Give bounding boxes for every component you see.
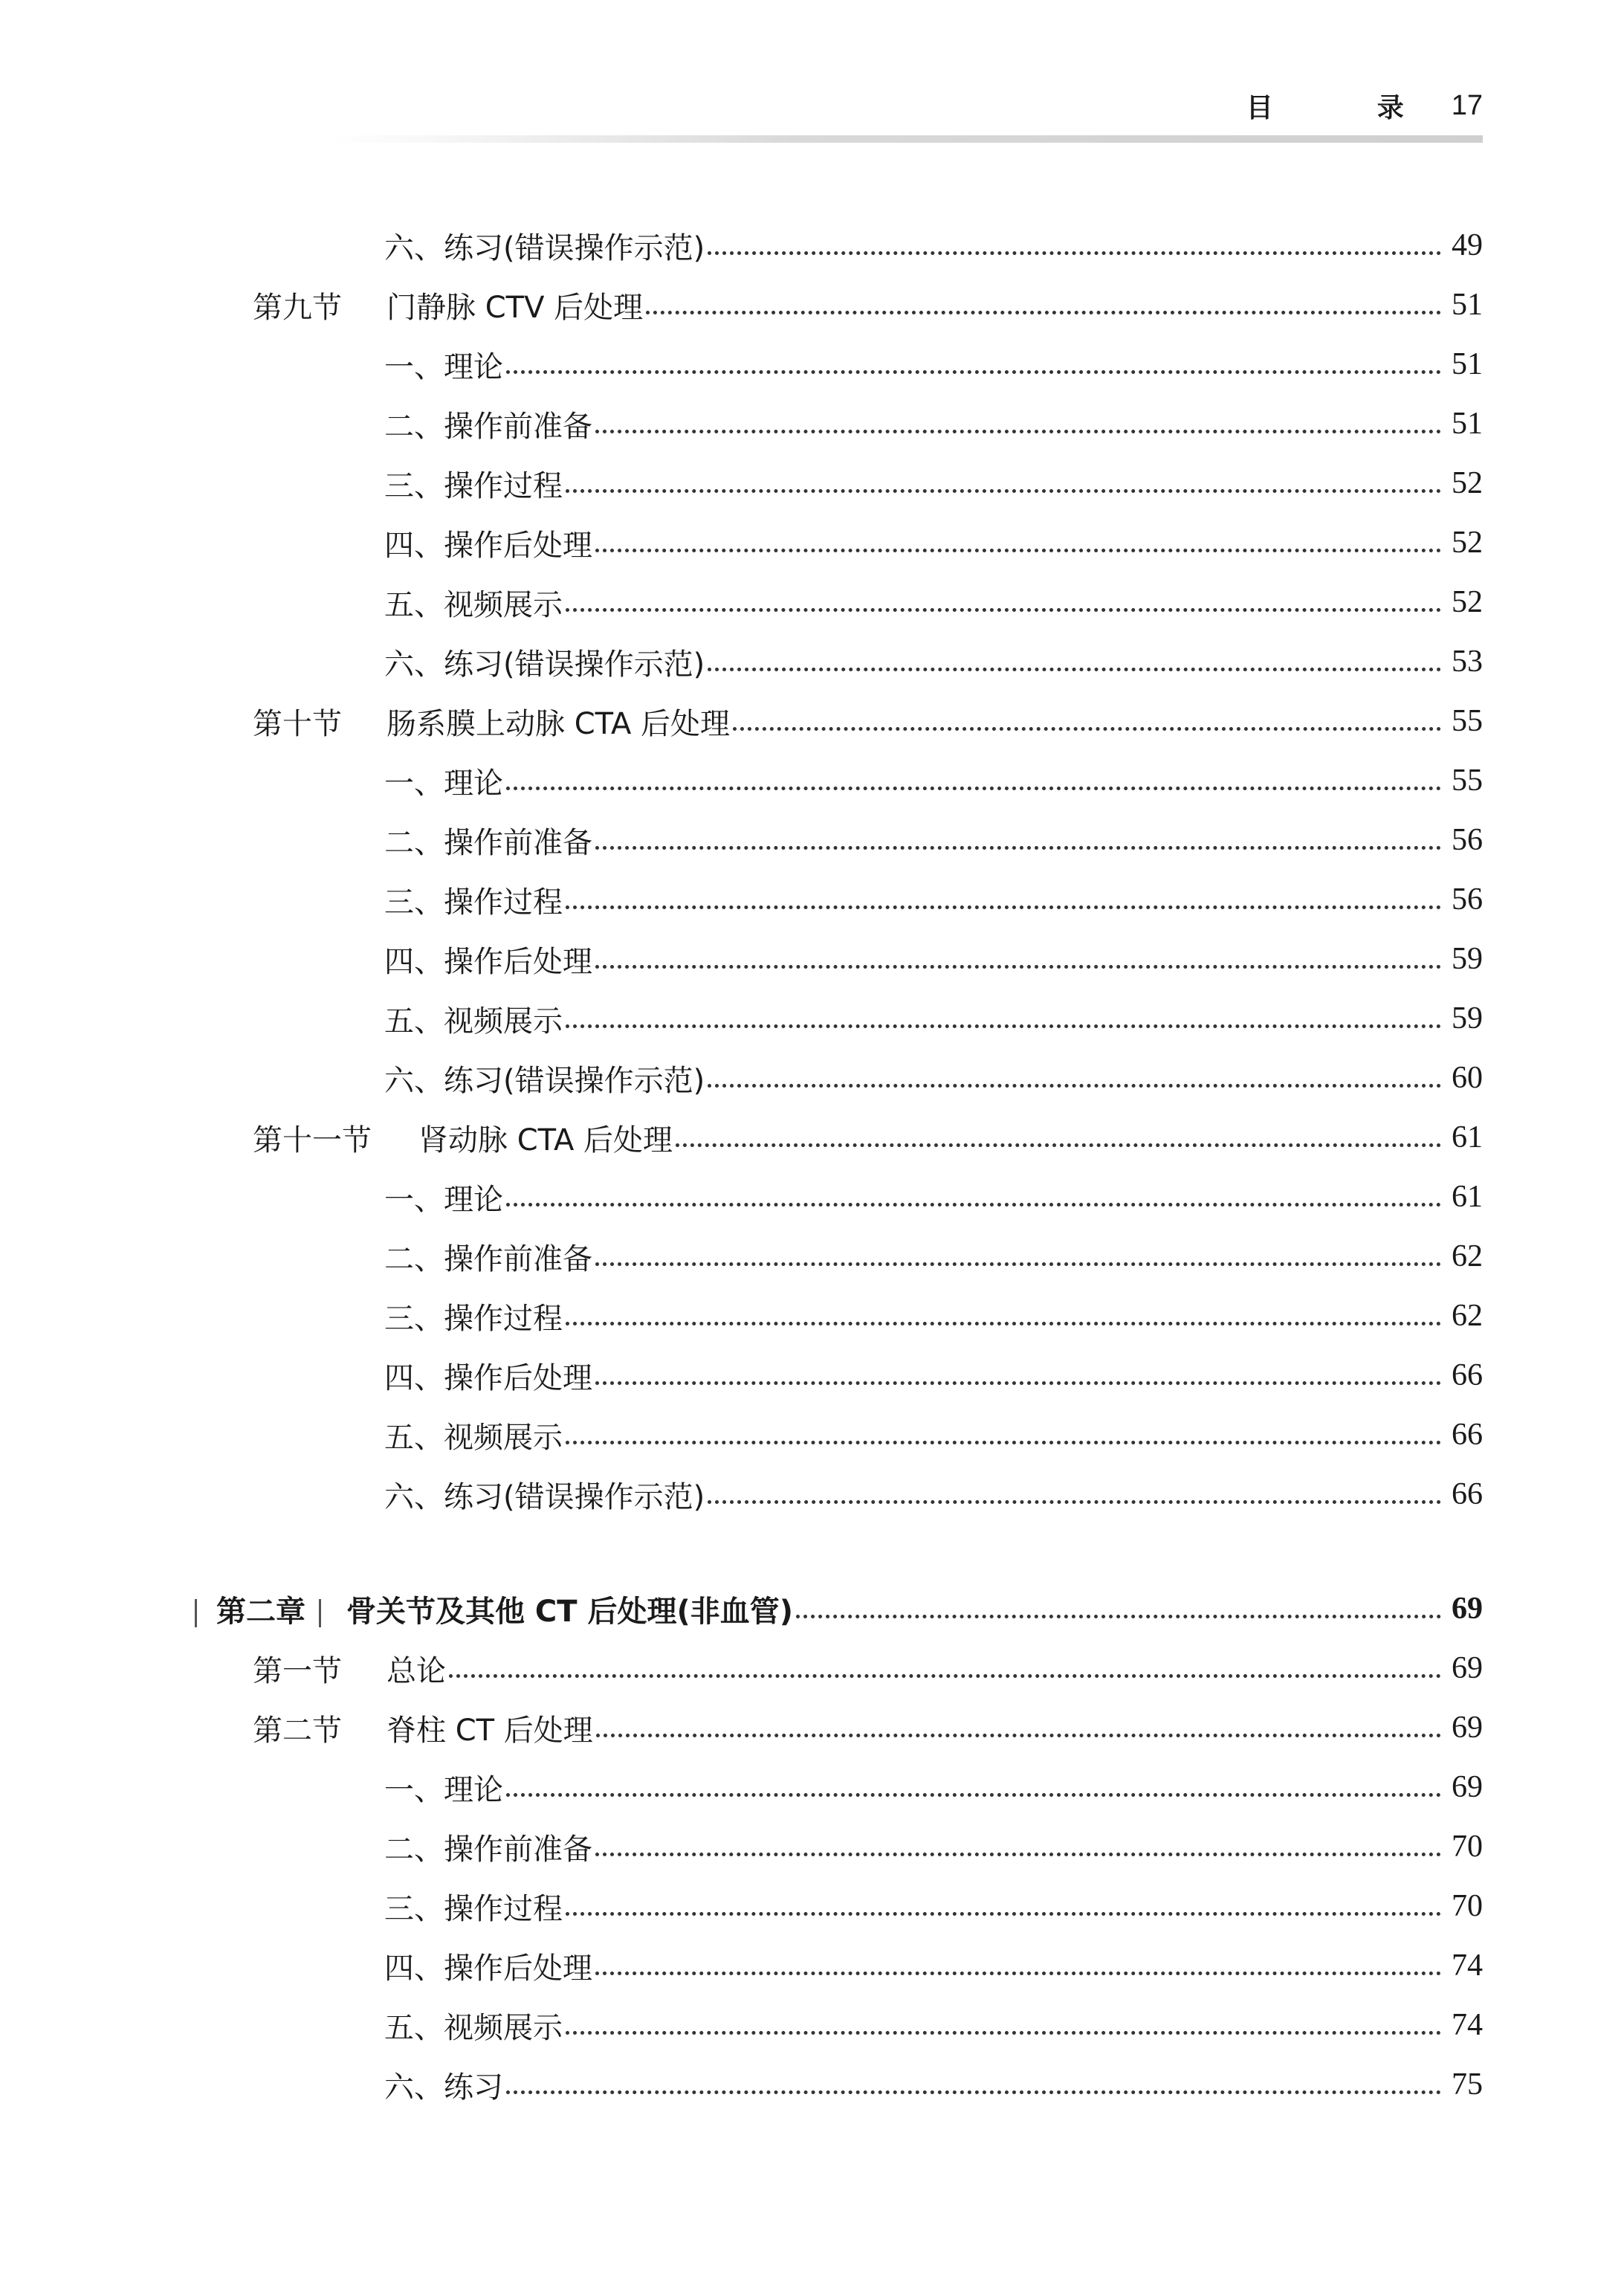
dot-leader — [596, 1734, 1441, 1737]
toc-item-label: 四、操作后处理 — [384, 1951, 592, 1986]
dot-leader — [506, 787, 1441, 790]
dot-leader — [566, 1322, 1441, 1325]
toc-item-label: 四、操作后处理 — [384, 528, 592, 563]
toc-item-label: 五、视频展示 — [384, 587, 563, 622]
toc-page-number: 52 — [1452, 585, 1483, 619]
toc-page-number: 60 — [1452, 1061, 1483, 1095]
toc-item[interactable] — [0, 1412, 1483, 1457]
dot-leader — [796, 1615, 1441, 1618]
toc-item-label: 二、操作前准备 — [384, 409, 592, 444]
toc-item-label: 一、理论 — [384, 766, 503, 801]
toc-item-label: 六、练习(错误操作示范) — [384, 1479, 705, 1514]
toc-item-label: 二、操作前准备 — [384, 825, 592, 860]
toc-page-number: 70 — [1452, 1830, 1483, 1864]
toc-item-label: 三、操作过程 — [384, 1891, 563, 1926]
toc-section[interactable] — [0, 1646, 1483, 1691]
toc-page-number: 55 — [1452, 763, 1483, 798]
toc-page-number: 51 — [1452, 288, 1483, 322]
toc-page-number: 74 — [1452, 2008, 1483, 2042]
toc-page-number: 56 — [1452, 823, 1483, 857]
toc-item[interactable] — [0, 1472, 1483, 1517]
dot-leader — [566, 2031, 1441, 2035]
toc-section-heading — [253, 1117, 673, 1159]
toc-item[interactable] — [0, 1234, 1483, 1279]
toc-item[interactable] — [0, 223, 1483, 268]
toc-page-number: 52 — [1452, 526, 1483, 560]
toc-item-label: 五、视频展示 — [384, 2010, 563, 2045]
toc-item[interactable] — [0, 996, 1483, 1041]
toc-item-label: 六、练习(错误操作示范) — [384, 1063, 705, 1098]
toc-page-number: 49 — [1452, 228, 1483, 262]
toc-chapter-heading — [195, 1588, 793, 1630]
dot-leader — [506, 370, 1441, 374]
dot-leader — [595, 549, 1441, 552]
dot-leader — [733, 727, 1441, 731]
toc-page-number: 66 — [1452, 1418, 1483, 1452]
dot-leader — [595, 1262, 1441, 1266]
dot-leader — [708, 1084, 1441, 1088]
toc-item[interactable] — [0, 580, 1483, 624]
toc-section-heading — [253, 1647, 446, 1690]
toc-section-heading — [253, 700, 730, 743]
toc-page-number: 75 — [1452, 2067, 1483, 2102]
dot-leader — [566, 905, 1441, 909]
toc-page-number: 59 — [1452, 942, 1483, 976]
section-number: 第一节 — [253, 1653, 342, 1688]
toc-item-label: 三、操作过程 — [384, 1301, 563, 1336]
toc-page-number: 69 — [1452, 1770, 1483, 1804]
section-title: 肾动脉 CTA 后处理 — [418, 1123, 673, 1157]
dot-leader — [595, 1381, 1441, 1385]
section-number: 第十一节 — [253, 1123, 372, 1157]
toc-item[interactable] — [0, 1294, 1483, 1338]
dot-leader — [595, 1972, 1441, 1975]
toc-item[interactable] — [0, 937, 1483, 981]
toc-item[interactable] — [0, 877, 1483, 922]
toc-page-number: 69 — [1452, 1711, 1483, 1745]
toc-page-number: 61 — [1452, 1180, 1483, 1214]
toc-item-label: 三、操作过程 — [384, 468, 563, 503]
running-head-page-number: 17 — [1451, 89, 1483, 121]
section-title: 门静脉 CTV 后处理 — [386, 290, 644, 325]
toc-item[interactable] — [0, 2062, 1483, 2107]
dot-leader — [506, 2090, 1441, 2094]
toc-section-heading — [253, 284, 643, 326]
toc-section[interactable] — [0, 282, 1483, 327]
toc-item[interactable] — [0, 342, 1483, 387]
toc-item[interactable] — [0, 401, 1483, 446]
toc-page-number: 62 — [1452, 1299, 1483, 1333]
section-title: 脊柱 CT 后处理 — [386, 1713, 593, 1748]
section-title: 肠系膜上动脉 CTA 后处理 — [386, 706, 731, 741]
toc-page-number: 59 — [1452, 1001, 1483, 1036]
toc-page-number: 62 — [1452, 1239, 1483, 1273]
dot-leader — [708, 668, 1441, 671]
chapter-number: 第二章 — [216, 1594, 305, 1629]
toc-page-number: 51 — [1452, 347, 1483, 381]
toc-page-number: 51 — [1452, 407, 1483, 441]
toc-item[interactable] — [0, 1765, 1483, 1809]
toc-page-number: 61 — [1452, 1120, 1483, 1155]
toc-section[interactable] — [0, 699, 1483, 743]
dot-leader — [708, 1500, 1441, 1504]
toc-item[interactable] — [0, 639, 1483, 684]
section-number: 第二节 — [253, 1713, 342, 1748]
toc-item[interactable] — [0, 1056, 1483, 1100]
dot-leader — [595, 846, 1441, 850]
toc-page-number: 55 — [1452, 704, 1483, 738]
dot-leader — [566, 489, 1441, 493]
toc-section-heading — [253, 1707, 593, 1749]
toc-item-label: 五、视频展示 — [384, 1420, 563, 1455]
toc-page-number: 66 — [1452, 1477, 1483, 1511]
toc-page-number: 74 — [1452, 1948, 1483, 1983]
toc-page-number: 66 — [1452, 1358, 1483, 1392]
dot-leader — [566, 1441, 1441, 1444]
dot-leader — [646, 311, 1441, 314]
toc-item-label: 三、操作过程 — [384, 885, 563, 920]
toc-page-number: 52 — [1452, 466, 1483, 500]
chapter-title: 骨关节及其他 CT 后处理(非血管) — [346, 1594, 794, 1629]
toc-item-label: 六、练习(错误操作示范) — [384, 230, 705, 265]
toc-item-label: 一、理论 — [384, 1182, 503, 1217]
toc-item[interactable] — [0, 461, 1483, 506]
toc-item-label: 四、操作后处理 — [384, 1360, 592, 1395]
toc-page-number: 69 — [1452, 1651, 1483, 1685]
toc-item-label: 一、理论 — [384, 1772, 503, 1807]
toc-item-label: 二、操作前准备 — [384, 1832, 592, 1867]
toc-section[interactable] — [0, 1115, 1483, 1160]
toc-page-number: 69 — [1452, 1592, 1483, 1626]
dot-leader — [595, 430, 1441, 433]
dot-leader — [506, 1793, 1441, 1797]
running-head-title: 目 录 — [1246, 92, 1443, 123]
dot-leader — [676, 1143, 1441, 1147]
toc-item-label: 四、操作后处理 — [384, 944, 592, 979]
dot-leader — [595, 965, 1441, 969]
toc-item-label: 六、练习 — [384, 2070, 503, 2105]
dot-leader — [566, 1912, 1441, 1916]
toc-item-label: 一、理论 — [384, 349, 503, 384]
section-title: 总论 — [386, 1653, 446, 1688]
toc-page-number: 56 — [1452, 882, 1483, 917]
toc-page-number: 70 — [1452, 1889, 1483, 1923]
dot-leader — [506, 1203, 1441, 1207]
toc-item[interactable] — [0, 1884, 1483, 1928]
toc-item[interactable] — [0, 520, 1483, 565]
toc-page-number: 53 — [1452, 645, 1483, 679]
toc-item[interactable] — [0, 1175, 1483, 1219]
toc-item-label: 二、操作前准备 — [384, 1241, 592, 1276]
dot-leader — [449, 1674, 1441, 1678]
toc-section[interactable] — [0, 1705, 1483, 1750]
toc-item[interactable] — [0, 818, 1483, 862]
section-number: 第九节 — [253, 290, 342, 325]
toc-chapter[interactable] — [0, 1586, 1483, 1631]
dot-leader — [566, 608, 1441, 612]
toc-item[interactable] — [0, 1824, 1483, 1869]
toc-item-label: 五、视频展示 — [384, 1004, 563, 1039]
toc-item[interactable] — [0, 758, 1483, 803]
toc-item[interactable] — [0, 1943, 1483, 1988]
toc-item[interactable] — [0, 2003, 1483, 2047]
dot-leader — [708, 251, 1441, 255]
section-number: 第十节 — [253, 706, 342, 741]
dot-leader — [595, 1853, 1441, 1856]
toc-item[interactable] — [0, 1353, 1483, 1398]
toc-item-label: 六、练习(错误操作示范) — [384, 647, 705, 682]
dot-leader — [566, 1024, 1441, 1028]
